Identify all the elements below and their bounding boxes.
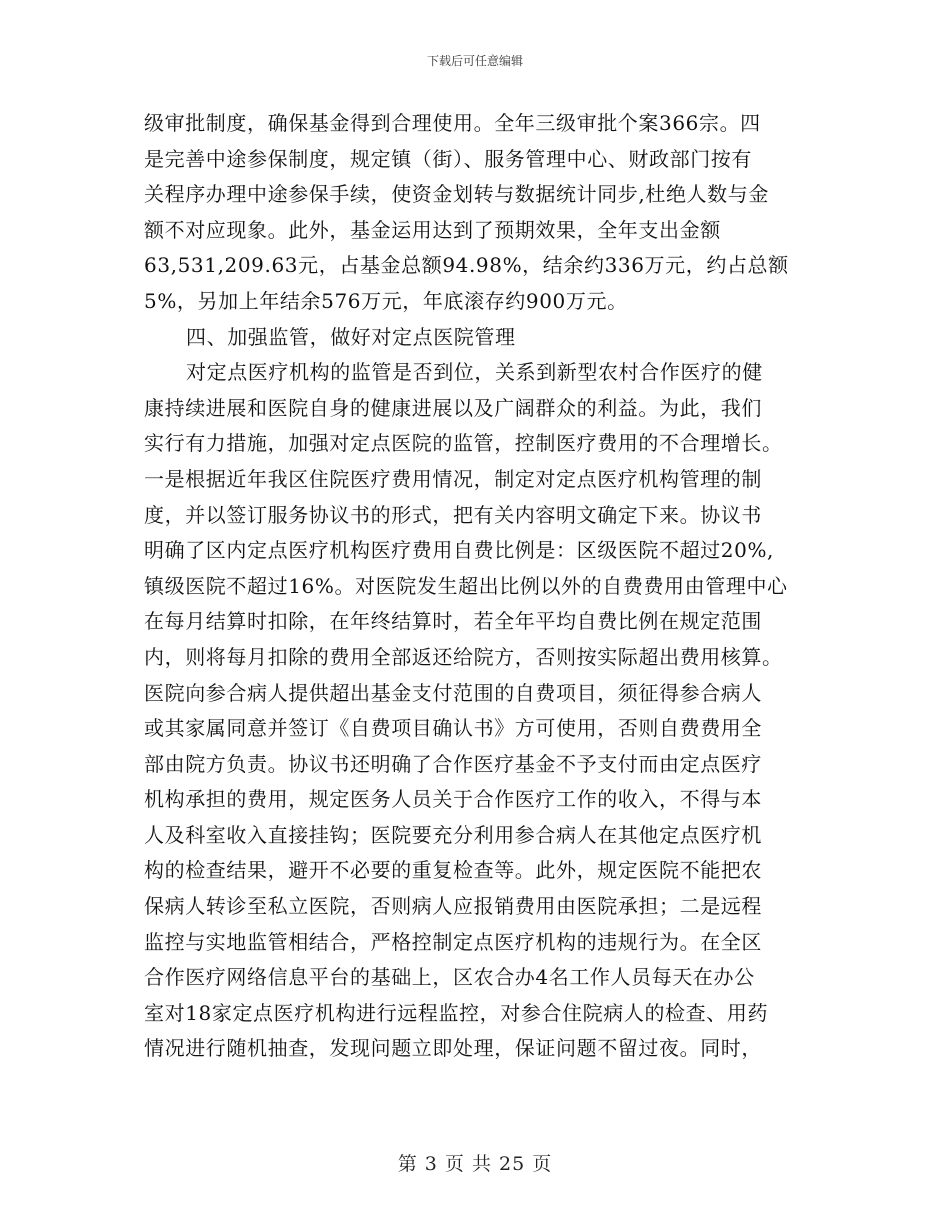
- section-heading: 四、加强监管，做好对定点医院管理: [186, 324, 516, 349]
- body-line: 室对18家定点医疗机构进行远程监控，对参合住院病人的检查、用药: [144, 1000, 769, 1025]
- body-line: 部由院方负责。协议书还明确了合作医疗基金不予支付而由定点医疗: [144, 751, 762, 776]
- document-body: [144, 106, 810, 1067]
- body-line: 医院向参合病人提供超出基金支付范围的自费项目，须征得参合病人: [144, 680, 762, 705]
- paragraph-start-line: 对定点医疗机构的监管是否到位，关系到新型农村合作医疗的健: [186, 360, 763, 385]
- body-line: 63,531,209.63元，占基金总额94.98%，结余约336万元，约占总额: [144, 253, 789, 278]
- body-line: 内，则将每月扣除的费用全部返还给院方，否则按实际超出费用核算。: [144, 644, 783, 669]
- body-line: 在每月结算时扣除，在年终结算时，若全年平均自费比例在规定范围: [144, 609, 762, 634]
- body-line: 额不对应现象。此外，基金运用达到了预期效果，全年支出金额: [144, 217, 721, 242]
- body-line: 构的检查结果，避开不必要的重复检查等。此外，规定医院不能把农: [144, 858, 762, 883]
- body-line: 级审批制度，确保基金得到合理使用。全年三级审批个案366宗。四: [144, 111, 761, 135]
- page-header: 下载后可任意编辑: [426, 54, 523, 68]
- body-line: 明确了区内定点医疗机构医疗费用自费比例是：区级医院不超过20%,: [144, 538, 775, 563]
- body-line: 情况进行随机抽查，发现问题立即处理，保证问题不留过夜。同时，: [144, 1036, 762, 1061]
- body-line: 镇级医院不超过16%。对医院发生超出比例以外的自费费用由管理中心: [144, 573, 788, 598]
- body-line: 合作医疗网络信息平台的基础上，区农合办4名工作人员每天在办公: [144, 965, 755, 990]
- body-line: 实行有力措施，加强对定点医院的监管，控制医疗费用的不合理增长。: [144, 431, 783, 456]
- body-line: 保病人转诊至私立医院，否则病人应报销费用由医院承担；二是远程: [144, 894, 762, 919]
- body-line: 机构承担的费用，规定医务人员关于合作医疗工作的收入，不得与本: [144, 787, 762, 812]
- body-line: 是完善中途参保制度，规定镇（街）、服务管理中心、财政部门按有: [144, 146, 752, 171]
- body-line: 监控与实地监管相结合，严格控制定点医疗机构的违规行为。在全区: [144, 929, 762, 954]
- body-line: 度，并以签订服务协议书的形式，把有关内容明文确定下来。协议书: [144, 502, 762, 527]
- body-line: 一是根据近年我区住院医疗费用情况，制定对定点医疗机构管理的制: [144, 466, 762, 491]
- body-line: 人及科室收入直接挂钩；医院要充分利用参合病人在其他定点医疗机: [144, 822, 762, 847]
- body-line: 5%，另加上年结余576万元，年底滚存约900万元。: [144, 288, 628, 313]
- body-line: 康持续进展和医院自身的健康进展以及广阔群众的利益。为此，我们: [144, 395, 762, 420]
- page-number-footer: 第 3 页 共 25 页: [397, 1153, 553, 1175]
- body-line: 关程序办理中途参保手续，使资金划转与数据统计同步,杜绝人数与金: [144, 182, 769, 207]
- body-line: 或其家属同意并签订《自费项目确认书》方可使用，否则自费费用全: [144, 716, 762, 741]
